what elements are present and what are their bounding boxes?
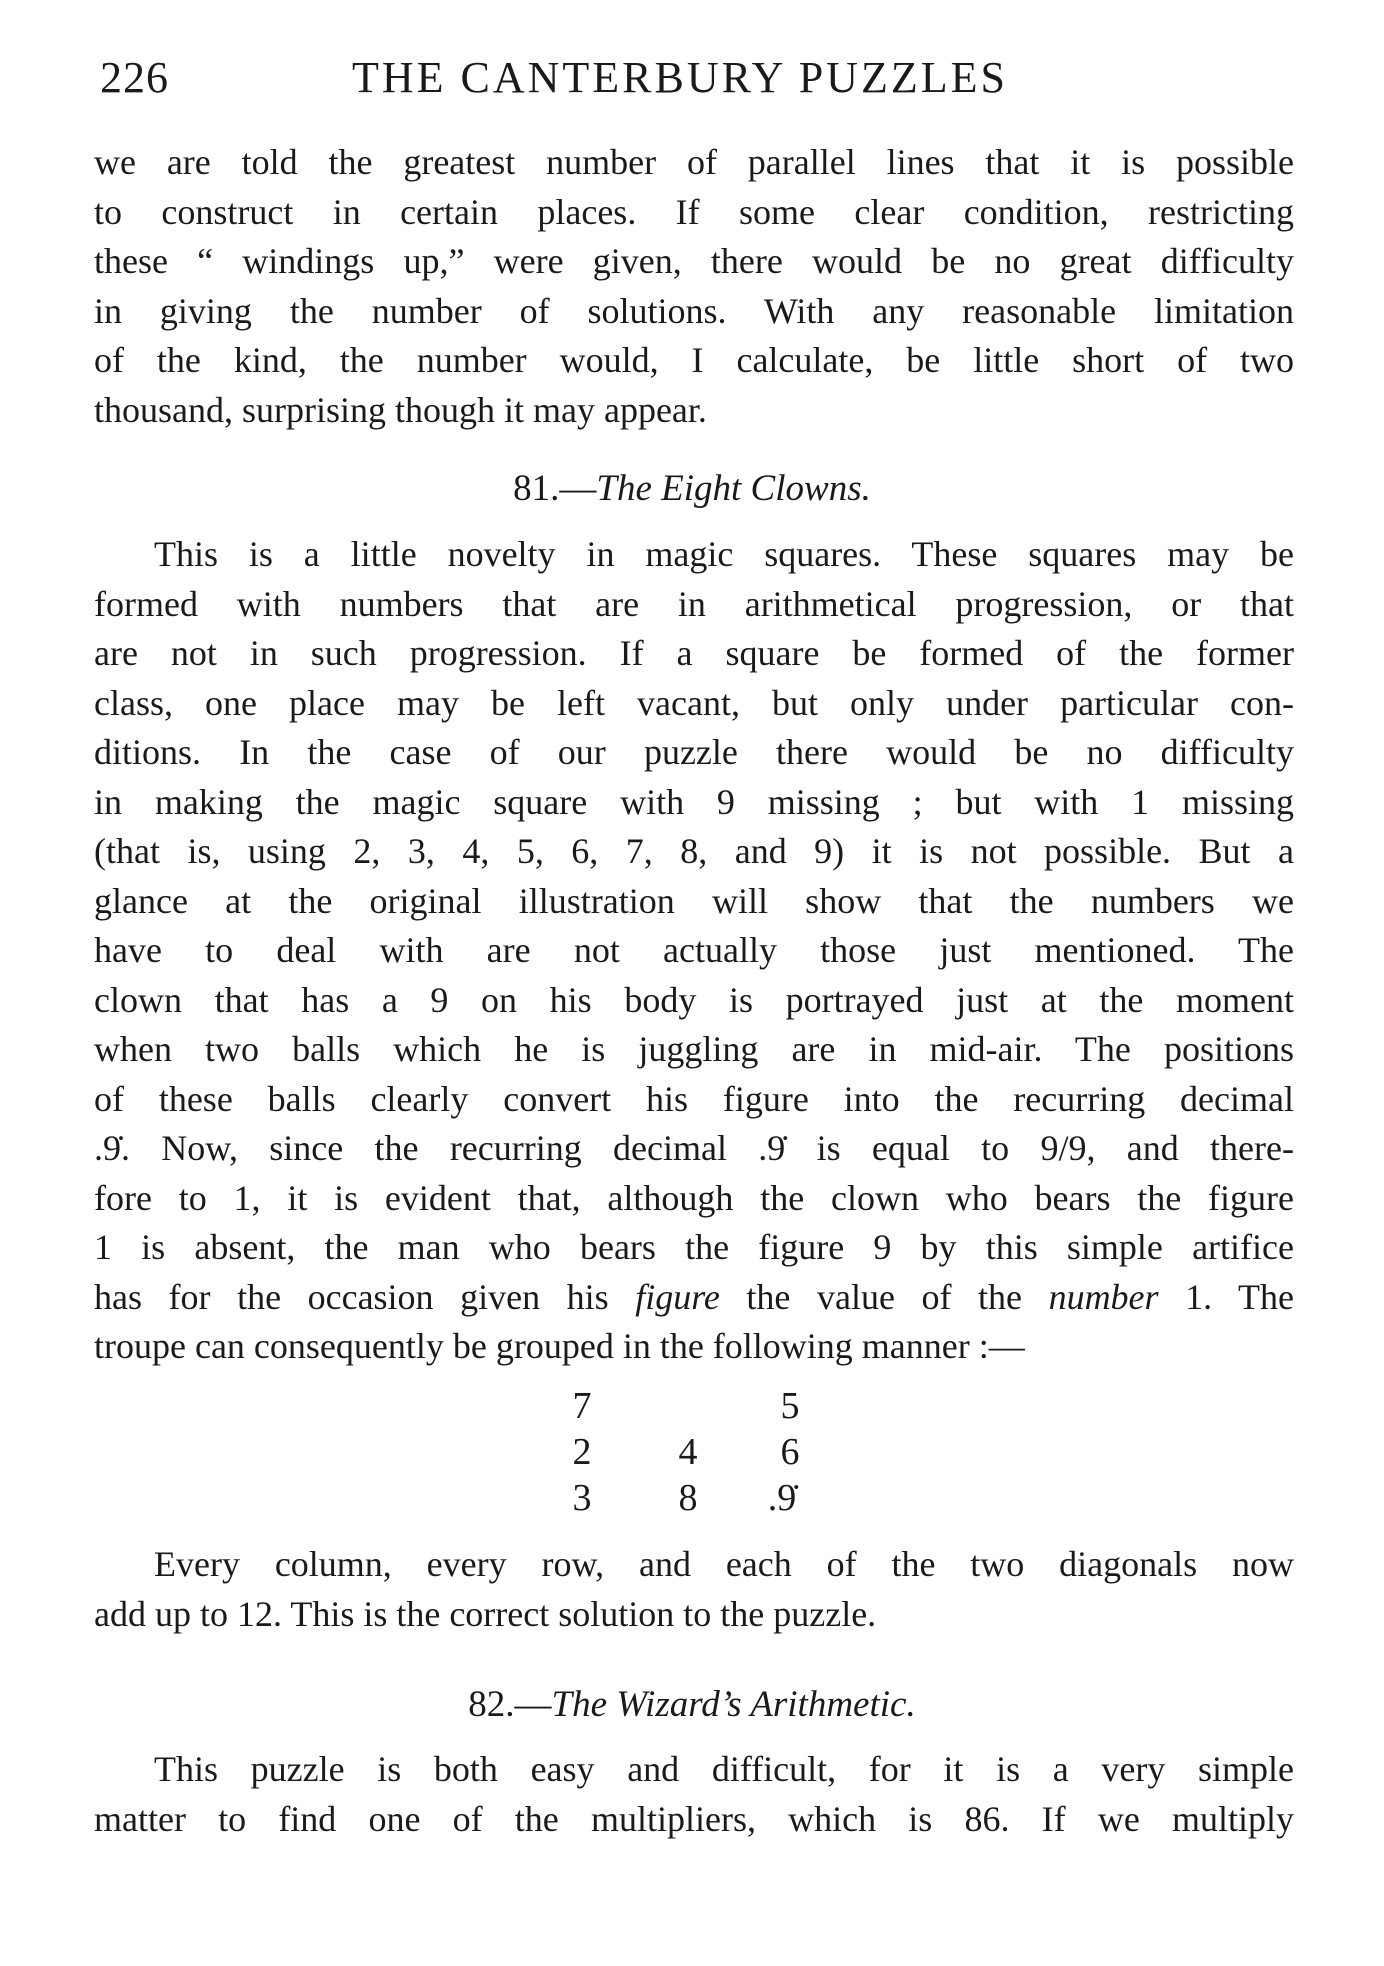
running-head	[100, 52, 1300, 112]
text-line: to construct in certain places. If some clear condition, restricting	[94, 191, 1294, 232]
text-line: when two balls which he is juggling are in mid-air. The positions	[94, 1029, 1294, 1069]
text-span: 1. The	[1158, 1276, 1294, 1317]
text-line: Every column, every row, and each of the two diagonals now	[154, 1544, 1294, 1584]
text-line: we are told the greatest number of parallel lines that it is possible	[94, 142, 1294, 182]
square-cell: 8	[678, 1477, 698, 1519]
section-title: The Wizard’s Arithmetic.	[551, 1684, 916, 1725]
book-title: THE CANTERBURY PUZZLES	[352, 53, 1008, 102]
section-heading-82	[0, 1683, 1384, 1726]
text-line: in making the magic square with 9 missing ; but with 1 missing	[94, 781, 1294, 822]
section-title: The Eight Clowns.	[596, 468, 871, 509]
paragraph-eight-clowns	[94, 530, 1294, 1372]
paragraph-wizards-arithmetic	[94, 1745, 1294, 1844]
text-line: are not in such progression. If a square be formed of the former	[94, 633, 1294, 673]
text-line: have to deal with are not actually those just mentioned. The	[94, 930, 1294, 970]
text-line: glance at the original illustration will show that the numbers we	[94, 880, 1294, 921]
text-line: clown that has a 9 on his body is portrayed just at the moment	[94, 979, 1294, 1020]
italic-word: figure	[635, 1276, 720, 1317]
text-span: the value of the	[719, 1276, 1049, 1317]
paragraph-solution	[94, 1540, 1294, 1639]
text-line: thousand, surprising though it may appear.	[94, 389, 707, 430]
text-span: has for the occasion given his	[94, 1276, 636, 1317]
text-line: class, one place may be left vacant, but only under particular con-	[94, 682, 1294, 723]
text-line: (that is, using 2, 3, 4, 5, 6, 7, 8, and 9) it is not possible. But a	[94, 831, 1294, 871]
text-line: fore to 1, it is evident that, although the clown who bears the figure	[94, 1177, 1294, 1218]
text-line: troupe can consequently be grouped in the following manner :—	[94, 1326, 1025, 1366]
square-cell: 7	[572, 1385, 592, 1427]
square-cell: 2	[572, 1431, 592, 1473]
square-cell: 6	[780, 1431, 800, 1473]
text-line: of the kind, the number would, I calculate, be little short of two	[94, 340, 1294, 380]
text-line: 1 is absent, the man who bears the figure 9 by this simple artifice	[94, 1227, 1294, 1267]
text-line: .9̇. Now, since the recurring decimal .9̇ is equal to 9/9, and there-	[94, 1128, 1294, 1168]
italic-word: number	[1048, 1276, 1159, 1317]
section-heading-81	[0, 467, 1384, 510]
text-line: add up to 12. This is the correct solution to the puzzle.	[94, 1593, 877, 1634]
text-line: in giving the number of solutions. With any reasonable limitation	[94, 290, 1294, 331]
text-line: these “ windings up,” were given, there would be no great difficulty	[94, 241, 1294, 281]
text-line: This is a little novelty in magic squares. These squares may be	[154, 534, 1294, 574]
section-number: 81.—	[513, 468, 597, 509]
text-line	[94, 1273, 1294, 1323]
page-number: 226	[100, 53, 169, 102]
text-line: This puzzle is both easy and difficult, for it is a very simple	[154, 1749, 1294, 1789]
square-cell: 4	[678, 1431, 698, 1473]
square-cell: 5	[780, 1385, 800, 1427]
text-line: formed with numbers that are in arithmetical progression, or that	[94, 583, 1294, 624]
magic-square	[0, 1384, 1384, 1544]
square-cell: .9̇	[767, 1477, 797, 1519]
text-line: ditions. In the case of our puzzle there would be no difficulty	[94, 732, 1294, 772]
text-line: matter to find one of the multipliers, which is 86. If we multiply	[94, 1798, 1294, 1839]
paragraph-continuation	[94, 138, 1294, 435]
text-line: of these balls clearly convert his figure into the recurring decimal	[94, 1078, 1294, 1119]
square-cell: 3	[572, 1477, 592, 1519]
section-number: 82.—	[468, 1684, 552, 1725]
